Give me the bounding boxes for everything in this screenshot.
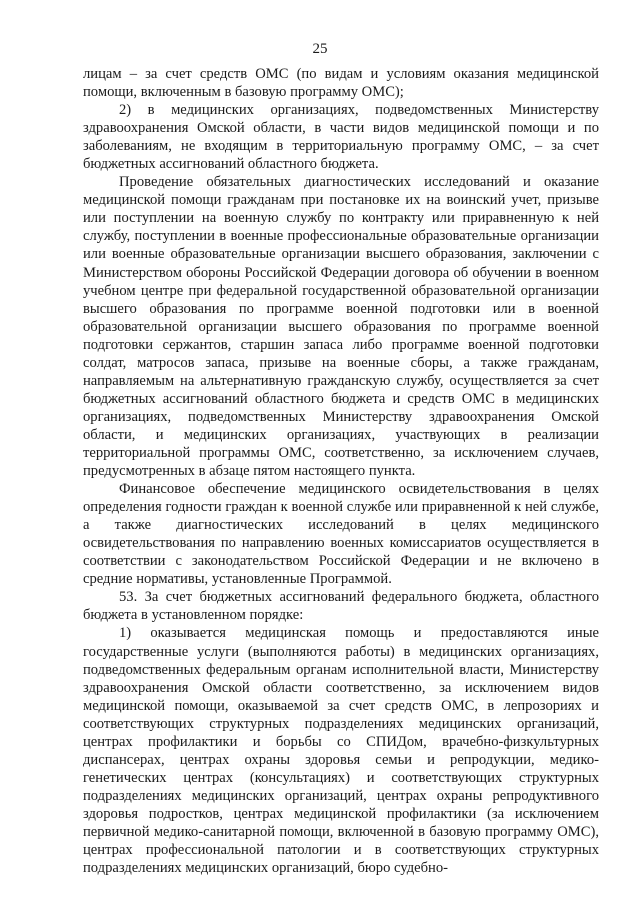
paragraph-military-exams: Проведение обязательных диагностических исследований и оказание медицинской помощи гражданам при постановке их на воинский учет, призыве или поступлении на военную службу по контракту или приравненную к ней службу, поступлении в военные профессиональные образовательные организации или военные образовательные организации высшего образования, заключении с Министерством обороны Российской Федерации договора об обучении в военном учебном центре при федеральной государственной образовательной организации высшего образования по программе военной подготовки или в военной образовательной организации высшего образования по программе военной подготовки сержантов, старшин запаса либо программе военной подготовки солдат, матросов запаса, призыве на военные сборы, а также гражданам, направляемым на альтернативную гражданскую службу, осуществляется за счет бюджетных ассигнований областного бюджета и средств ОМС в медицинских организациях, подведомственных Министерству здравоохранения Омской области, и медицинских организациях, участвующих в реализации территориальной программы ОМС, соответственно, за исключением случаев, предусмотренных в абзаце пятом настоящего пункта. xyxy=(83,174,599,480)
paragraph-item-2: 2) в медицинских организациях, подведомственных Министерству здравоохранения Омской области, в части видов медицинской помощи и по заболеваниям, не входящим в территориальную программу ОМС, – за счет бюджетных ассигнований областного бюджета. xyxy=(83,102,599,173)
paragraph-financing: Финансовое обеспечение медицинского освидетельствования в целях определения годности граждан к военной службе или приравненной к ней службе, а также диагностических исследований в целях медицинского освидетельствования по направлению военных комиссариатов осуществляется в соответствии с законодательством Российской Федерации и не включено в средние нормативы, установленные Программой. xyxy=(83,481,599,588)
paragraph-section-53: 53. За счет бюджетных ассигнований федерального бюджета, областного бюджета в установленном порядке: xyxy=(83,589,599,624)
paragraph-continuation: лицам – за счет средств ОМС (по видам и условиям оказания медицинской помощи, включенным в базовую программу ОМС); xyxy=(83,66,599,101)
document-body xyxy=(83,65,599,877)
paragraph-section-53-item-1: 1) оказывается медицинская помощь и предоставляются иные государственные услуги (выполняются работы) в медицинских организациях, подведомственных федеральным органам исполнительной власти, Министерству здравоохранения Омской области соответственно, за исключением видов медицинской помощи, оказываемой за счет средств ОМС, в лепрозориях и соответствующих структурных подразделениях медицинских организаций, центрах профилактики и борьбы со СПИДом, врачебно-физкультурных диспансерах, центрах охраны здоровья семьи и репродукции, медико-генетических центрах (консультациях) и соответствующих структурных подразделениях медицинских организаций, центрах охраны репродуктивного здоровья подростков, центрах медицинской профилактики (за исключением первичной медико-санитарной помощи, включенной в базовую программу ОМС), центрах профессиональной патологии и в соответствующих структурных подразделениях медицинских организаций, бюро судебно- xyxy=(83,625,599,877)
page-number: 25 xyxy=(312,41,328,57)
